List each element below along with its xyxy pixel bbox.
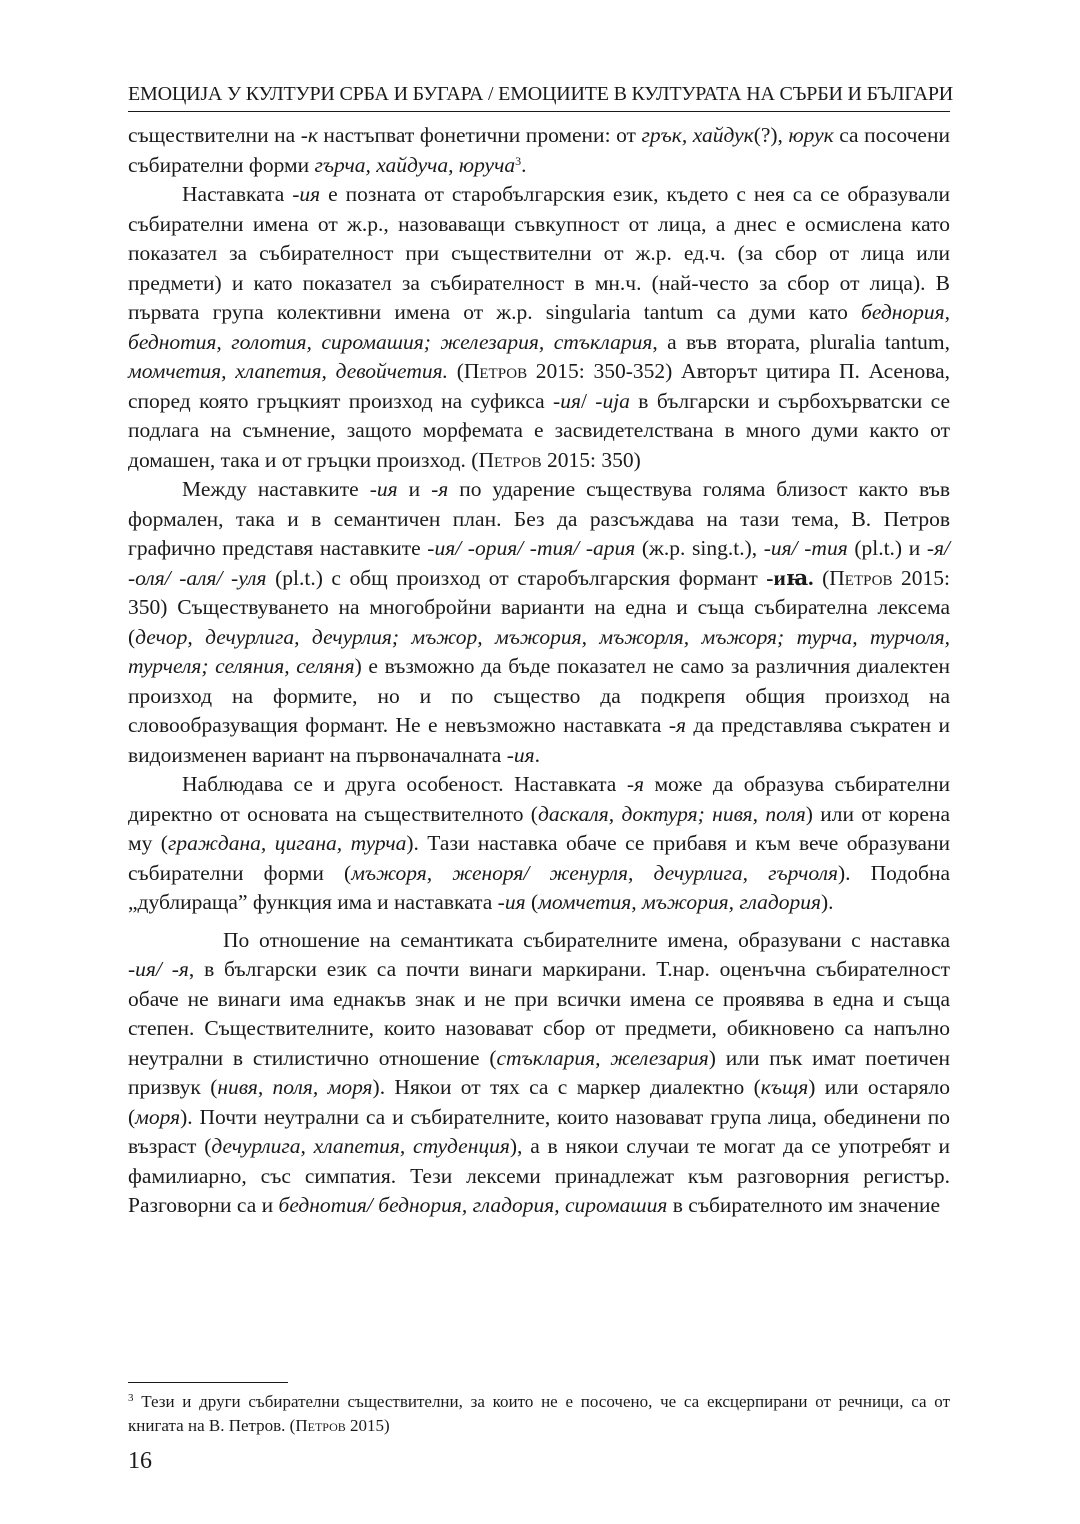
citation-author: Петров: [295, 1416, 346, 1435]
footnote-rule: [128, 1382, 288, 1383]
paragraph-5: По отношение на семантиката събирателните имена, образувани с наставка -ия/ -я, в български език са почти винаги маркирани. Т.нар. оценъчна събирателност обаче не винаги има еднакъв знак и не при всички имена се проявява в една и съща степен. Съществителните, които назовават сбор от предмети, обикновено са напълно неутрални в стилистично отношение (стъклария, железария) или пък имат поетичен призвук (нивя, поля, моря). Някои от тях са с маркер диалектно (къщя) или остаряло (моря). Почти неутрални са и събирателните, които назовават група лица, обединени по възраст (дечурлига, хлапетия, студенция), а в някои случаи те могат да се употребят и фамилиарно, със симпатия. Тези лексеми принадлежат към разговорния регистър. Разговорни са и беднотия/ беднория, гладория, сиромашия в събирателното им значение: [128, 927, 951, 1217]
footnote-reference[interactable]: 3: [515, 153, 522, 168]
formant-bold: -иꙗ.: [766, 565, 814, 590]
header-rule: [128, 111, 950, 112]
main-text: [128, 121, 950, 1221]
paragraph-1: съществителни на -к настъпват фонетични промени: от грък, хайдук(?), юрук са посочени събирателни форми гърча, хайдуча, юруча$^3$.: [128, 123, 950, 177]
citation-author: Петров: [463, 359, 528, 383]
running-header: ЕМОЦИЈА У КУЛТУРИ СРБА И БУГАРА / ЕМОЦИИТЕ В КУЛТУРАТА НА СЪРБИ И БЪЛГАРИ: [128, 83, 953, 105]
page-number: 16: [128, 1448, 152, 1474]
citation-author: Петров: [829, 565, 893, 590]
paragraph-3: Между наставките -ия и -я по ударение съществува голяма близост както във формален, така и в семантичен план. Без да разсъждава на тази тема, В. Петров графично представя наставките -ия/ -ория/ -тия/ -ария (ж.р. sing.t.), -ия/ -тия (pl.t.) и -я/ -оля/ -аля/ -уля (pl.t.) с общ произход от старобългарския формант -иꙗ. (Петров 2015: 350) Съществуването на многобройни варианти на една и съща събирателна лексема (дечор, дечурлига, дечурлия; мъжор, мъжория, мъжорля, мъжоря; турча, турчоля, турчеля; селяния, селяня) е възможно да бъде показател не само за различния диалектен произход на формите, но и по същество да подкрепя общия произход на словообразуващия формант. Не е невъзможно наставката -я да представлява съкратен и видоизменен вариант на първоначалната -ия.: [128, 477, 950, 767]
footnote-marker: 3: [128, 1392, 134, 1404]
citation-author: Петров: [478, 447, 542, 472]
paragraph-2: Наставката -ия е позната от старобългарския език, където с нея са се образували събирателни имена от ж.р., назоваващи съвкупност от лица, а днес е осмислена като показател за събирателност при съществителни от ж.р. ед.ч. (за сбор от лица или предмети) и като показател за събирателност в мн.ч. (най-често за сбор от лица). В първата група колективни имена от ж.р. singularia tantum са думи като беднория, беднотия, голотия, сиромашия; железария, стъклария, а във втората, pluralia tantum, момчетия, хлапетия, девойчетия. (Петров 2015: 350-352) Авторът цитира П. Асенова, според която гръцкият произход на суфикса -ия/ -ија в български и сърбохърватски се подлага на съмнение, защото морфемата е засвидетелствана в много думи както от домашен, така и от гръцки произход. (Петров 2015: 350): [128, 182, 950, 472]
paragraph-4: Наблюдава се и друга особеност. Наставката -я може да образува събирателни директно от основата на съществителното (даскаля, доктуря; нивя, поля) или от корена му (граждана, цигана, турча). Тази наставка обаче се прибавя и към вече образувани събирателни форми (мъжоря, женоря/ женурля, дечурлига, гърчоля). Подобна „дублираща” функция има и наставката -ия (момчетия, мъжория, гладория).: [128, 772, 951, 914]
footnote: $^3$ Тези и други събирателни съществителни, за които не е посочено, че са ексцерпирани от речници, са от книгата на В. Петров. (Петров 2015): [128, 1392, 950, 1435]
